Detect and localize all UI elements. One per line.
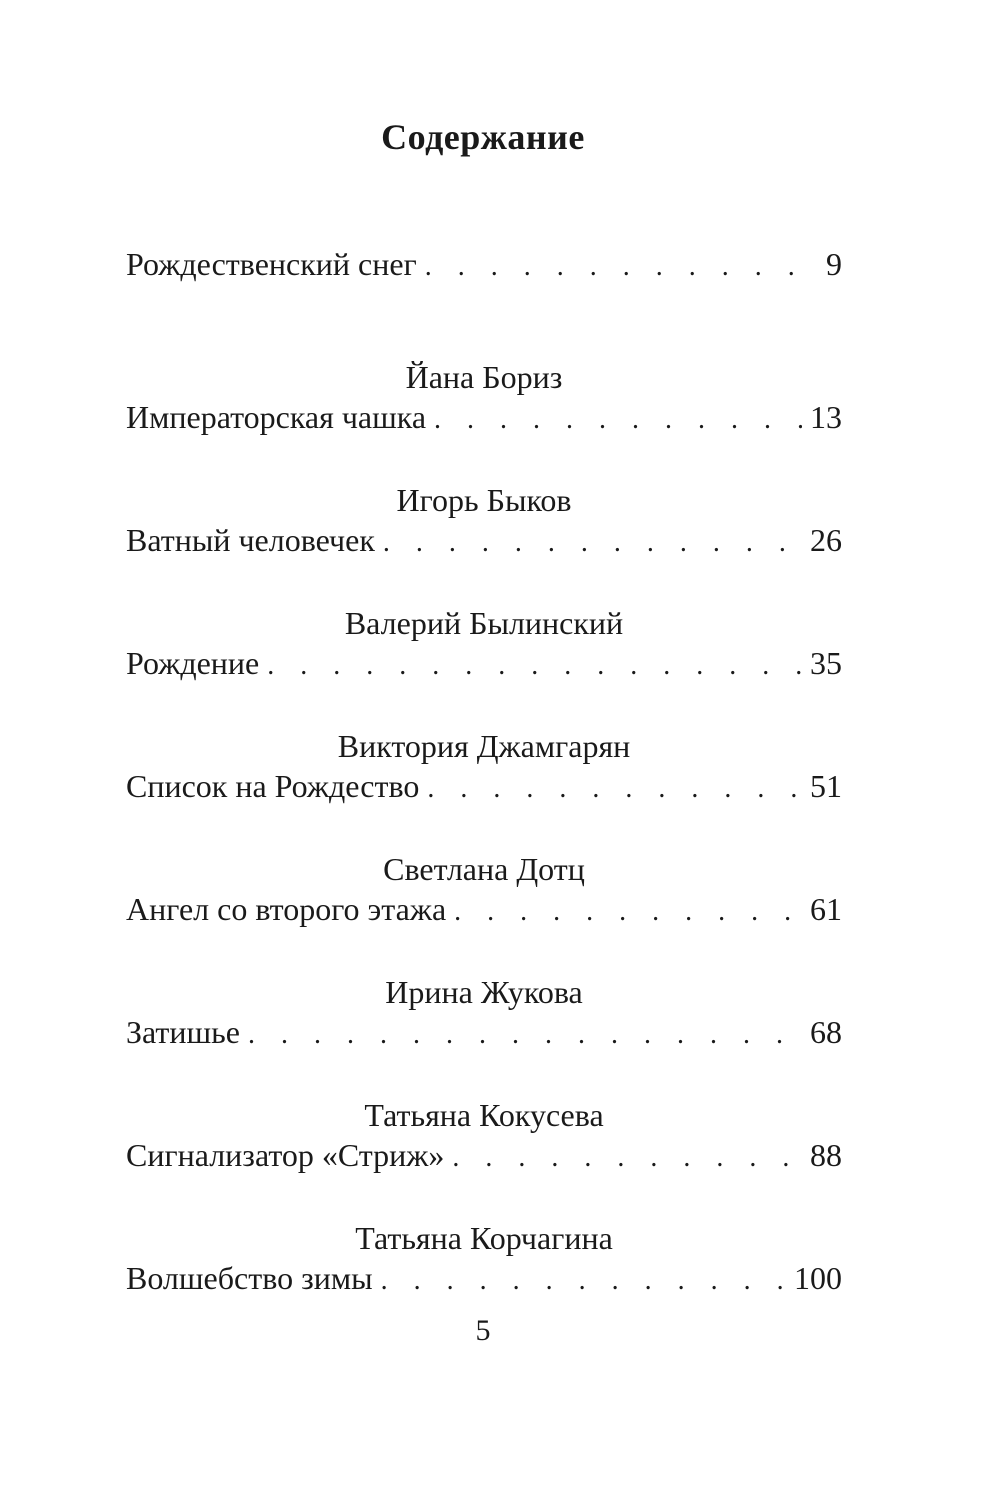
toc-line [126,1258,842,1301]
story-title: Сигнализатор «Стриж» [126,1137,445,1173]
author-name: Светлана Дотц [383,851,585,887]
author-name: Ирина Жукова [385,974,583,1010]
toc-entry [126,359,842,490]
dot-leader [383,523,802,563]
toc-entry [126,244,842,367]
author-name: Виктория Джамгарян [337,728,631,764]
page-number: 100 [794,1260,842,1296]
toc-line [126,889,842,932]
toc-entry [126,605,842,736]
story-title: Затишье [126,1014,240,1050]
toc-line [126,1012,842,1055]
toc-line [126,643,842,686]
toc-line [126,766,842,809]
dot-leader [425,247,818,287]
dot-leader [248,1015,802,1055]
dot-leader [427,769,802,809]
page-number: 35 [810,645,842,681]
dot-leader [267,646,802,686]
story-title: Рождение [126,645,260,681]
story-title: Список на Рождество [126,768,420,804]
author-name: Йана Бориз [405,359,563,395]
author-name: Игорь Быков [396,482,572,518]
story-title: Ангел со второго этажа [126,891,447,927]
folio-page-number: 5 [475,1314,491,1347]
story-title: Рождественский снег [126,246,417,282]
page-number: 51 [810,768,842,804]
toc-line [126,397,842,440]
toc-entry [126,974,842,1105]
dot-leader [381,1261,786,1301]
page-number: 68 [810,1014,842,1050]
story-title: Императорская чашка [126,399,427,435]
author-name: Валерий Былинский [344,605,624,641]
table-of-contents [126,244,842,1351]
toc-line [126,1135,842,1178]
contents-heading: Содержание [381,117,585,157]
toc-line [126,520,842,563]
dot-leader [434,400,802,440]
page-number: 13 [810,399,842,435]
dot-leader [454,892,802,932]
story-title: Волшебство зимы [126,1260,373,1296]
author-name: Татьяна Корчагина [355,1220,613,1256]
toc-line [126,244,842,287]
page-number: 9 [826,246,842,282]
author-name: Татьяна Кокусева [364,1097,604,1133]
page-number: 88 [810,1137,842,1173]
toc-entry [126,1097,842,1228]
story-title: Ватный человечек [126,522,375,558]
page-number: 61 [810,891,842,927]
dot-leader [452,1138,802,1178]
toc-entry [126,482,842,613]
toc-entry [126,851,842,982]
page-number: 26 [810,522,842,558]
toc-entry [126,728,842,859]
